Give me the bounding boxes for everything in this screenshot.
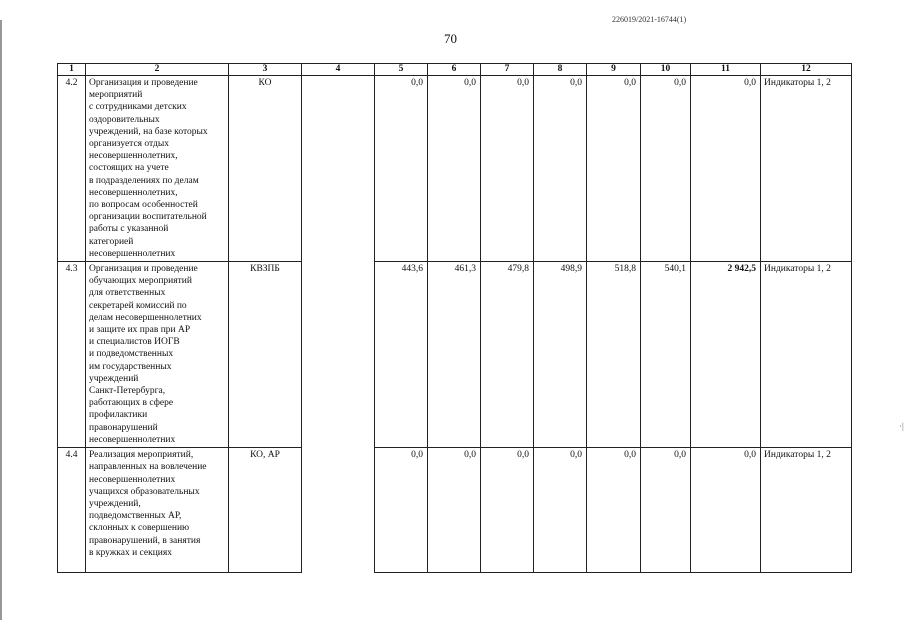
row-executor: КВЗПБ xyxy=(229,262,302,448)
col-header: 12 xyxy=(761,64,852,76)
col-header: 4 xyxy=(302,64,375,76)
row-value: 0,0 xyxy=(534,448,587,573)
row-col4 xyxy=(302,76,375,262)
col-header: 11 xyxy=(691,64,761,76)
row-value: 0,0 xyxy=(587,448,641,573)
program-table xyxy=(57,63,852,573)
table-row xyxy=(58,76,852,262)
row-value: 0,0 xyxy=(534,76,587,262)
row-value: 0,0 xyxy=(641,448,691,573)
col-header: 9 xyxy=(587,64,641,76)
row-executor: КО xyxy=(229,76,302,262)
row-value: 0,0 xyxy=(481,448,534,573)
col-header: 1 xyxy=(58,64,86,76)
row-value: 0,0 xyxy=(428,76,481,262)
row-indicators: Индикаторы 1, 2 xyxy=(761,448,852,573)
row-value: 461,3 xyxy=(428,262,481,448)
row-indicators: Индикаторы 1, 2 xyxy=(761,76,852,262)
row-value: 540,1 xyxy=(641,262,691,448)
row-value: 0,0 xyxy=(428,448,481,573)
page-number: 70 xyxy=(444,31,457,46)
row-description: Реализация мероприятий, направленных на вовлечение несовершеннолетних учащихся образовательных учреждений, подведомственных АР, склонных к совершению правонарушений, в занятия в кружках и секциях xyxy=(86,448,229,573)
row-value: 498,9 xyxy=(534,262,587,448)
col-header: 3 xyxy=(229,64,302,76)
row-total: 2 942,5 xyxy=(691,262,761,448)
row-indicators: Индикаторы 1, 2 xyxy=(761,262,852,448)
col-header: 8 xyxy=(534,64,587,76)
scan-edge-mark xyxy=(0,20,5,620)
table-row xyxy=(58,448,852,573)
row-value: 0,0 xyxy=(587,76,641,262)
table-row xyxy=(58,262,852,448)
document-id: 226019/2021-16744(1) xyxy=(612,15,687,24)
row-number: 4.2 xyxy=(58,76,86,262)
row-number: 4.4 xyxy=(58,448,86,573)
row-value: 0,0 xyxy=(481,76,534,262)
header-row xyxy=(58,64,852,76)
row-value: 0,0 xyxy=(641,76,691,262)
col-header: 10 xyxy=(641,64,691,76)
row-description: Организация и проведение обучающих мероприятий для ответственных секретарей комиссий по делам несовершеннолетних и защите их прав при АР и специалистов ИОГВ и подведомственных им государственных учреждений Санкт-Петербурга, работающих в сфере профилактики правонарушений несовершеннолетних xyxy=(86,262,229,448)
row-value: 518,8 xyxy=(587,262,641,448)
col-header: 6 xyxy=(428,64,481,76)
row-total: 0,0 xyxy=(691,76,761,262)
col-header: 2 xyxy=(86,64,229,76)
col-header: 5 xyxy=(375,64,428,76)
row-col4 xyxy=(302,448,375,573)
scan-side-mark: ·| xyxy=(899,421,904,431)
row-value: 0,0 xyxy=(375,76,428,262)
row-total: 0,0 xyxy=(691,448,761,573)
row-value: 0,0 xyxy=(375,448,428,573)
row-value: 443,6 xyxy=(375,262,428,448)
row-value: 479,8 xyxy=(481,262,534,448)
row-number: 4.3 xyxy=(58,262,86,448)
row-executor: КО, АР xyxy=(229,448,302,573)
col-header: 7 xyxy=(481,64,534,76)
row-description: Организация и проведение мероприятий с сотрудниками детских оздоровительных учреждений, на базе которых организуется отдых несовершеннолетних, состоящих на учете в подразделениях по делам несовершеннолетних, по вопросам особенностей организации воспитательной работы с указанной категорией несовершеннолетних xyxy=(86,76,229,262)
row-col4 xyxy=(302,262,375,448)
